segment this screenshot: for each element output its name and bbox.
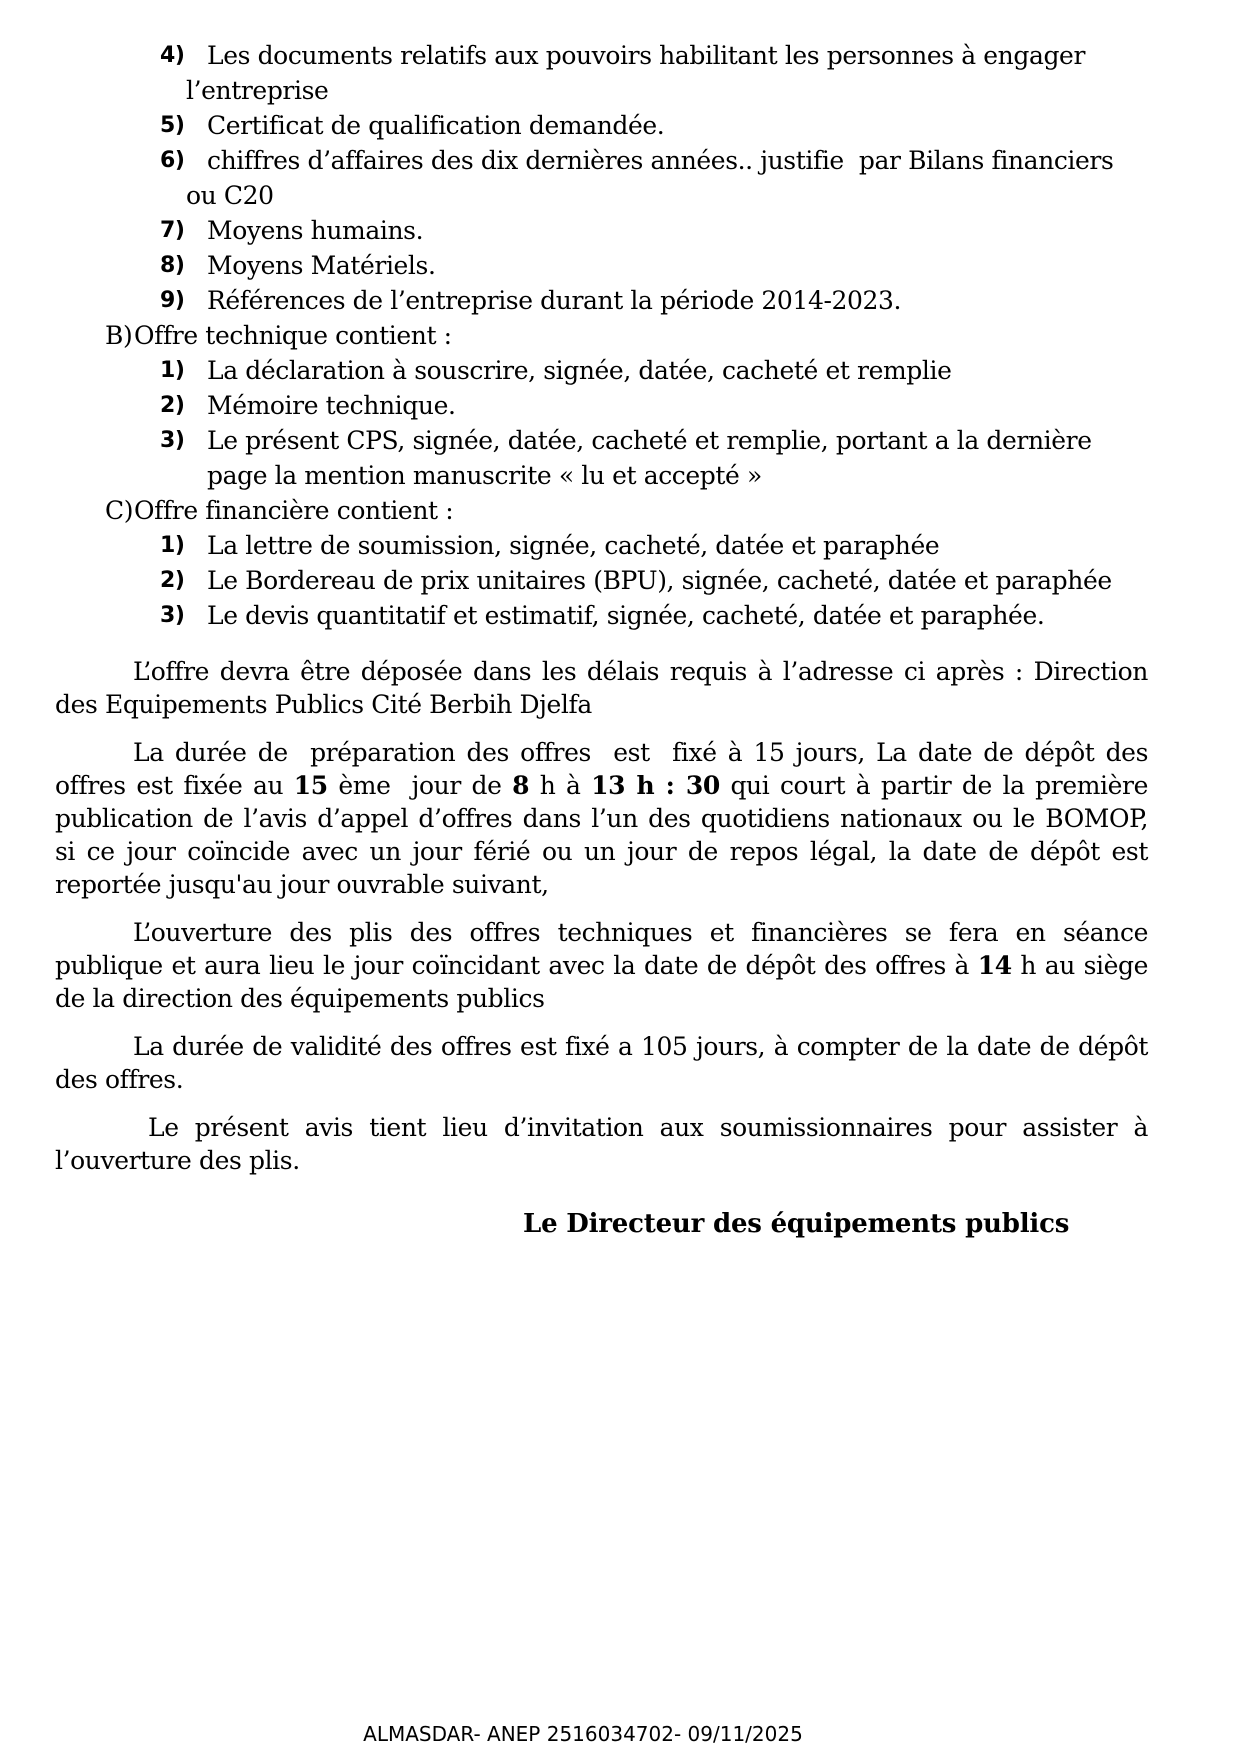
financial-offer-item-2-number: 2) <box>160 568 185 593</box>
list-item-5-number: 5) <box>160 113 185 138</box>
opening-text-1: L’ouverture des plis des offres techniques et financières se fera en séance publique et aura lieu le jour coïncidant avec la date de dépôt des offres à <box>55 918 1156 980</box>
technical-offer-list <box>160 353 1148 493</box>
section-b-title: Offre technique contient : <box>134 321 452 350</box>
paragraph-preparation-deadline <box>55 736 1164 901</box>
administrative-documents-list <box>160 38 1148 318</box>
technical-offer-item-2 <box>160 388 1148 423</box>
paragraph-offer-validity-text: La durée de validité des offres est fixé a 105 jours, à compter de la date de dépôt des offres. <box>55 1032 1156 1094</box>
paragraph-offer-validity <box>55 1030 1156 1096</box>
financial-offer-list <box>160 528 1148 633</box>
deadline-day-bold: 15 <box>293 771 328 800</box>
financial-offer-item-3-text: Le devis quantitatif et estimatif, signée, cacheté, datée et paraphée. <box>207 601 1045 630</box>
list-item-9 <box>160 283 1148 318</box>
paragraph-deposit-address-text: L’offre devra être déposée dans les délais requis à l’adresse ci après : Direction des Equipements Publics Cité Berbih Djelfa <box>55 657 1156 719</box>
list-item-6-number: 6) <box>160 148 185 173</box>
section-b-header <box>105 318 1148 353</box>
list-item-4-text: Les documents relatifs aux pouvoirs habilitant les personnes à engager l’entreprise <box>186 41 1093 105</box>
deadline-start-hour-bold: 8 <box>512 771 530 800</box>
technical-offer-item-3 <box>160 423 1148 493</box>
list-item-6 <box>160 143 1148 213</box>
list-item-9-number: 9) <box>160 288 185 313</box>
list-item-9-text: Références de l’entreprise durant la période 2014-2023. <box>207 286 902 315</box>
list-item-8-text: Moyens Matériels. <box>207 251 436 280</box>
deadline-text-4: qui court à partir de la première publication de l’avis d’appel d’offres dans l’un des quotidiens nationaux ou le BOMOP, si ce jour coïncide avec un jour férié ou un jour de repos légal, la date de dépôt est reportée jusqu'au jour ouvrable suivant, <box>55 771 1164 899</box>
financial-offer-item-2 <box>160 563 1148 598</box>
opening-hour-bold: 14 <box>977 951 1012 980</box>
list-item-5 <box>160 108 1148 143</box>
paragraph-deposit-address <box>55 655 1156 721</box>
list-item-4-number: 4) <box>160 43 185 68</box>
list-item-7-text: Moyens humains. <box>207 216 424 245</box>
section-c-header <box>105 493 1148 528</box>
technical-offer-item-1-text: La déclaration à souscrire, signée, datée, cacheté et remplie <box>207 356 952 385</box>
section-c-marker: C) <box>105 496 134 525</box>
technical-offer-item-3-text: Le présent CPS, signée, datée, cacheté et remplie, portant a la dernière page la mention manuscrite « lu et accepté » <box>207 426 1100 490</box>
deadline-end-hour-bold: 13 h : 30 <box>591 771 720 800</box>
list-item-4 <box>160 38 1148 108</box>
list-item-6-text: chiffres d’affaires des dix dernières années.. justifie par Bilans financiers ou C20 <box>186 146 1121 210</box>
section-b-marker: B) <box>105 321 133 350</box>
list-item-7-number: 7) <box>160 218 185 243</box>
deadline-text-1: La durée de préparation des offres est fixé à 15 jours, La date de dépôt des offres est fixée au <box>55 738 1156 800</box>
paragraph-invitation <box>55 1111 1156 1177</box>
financial-offer-item-1-number: 1) <box>160 533 185 558</box>
technical-offer-item-2-text: Mémoire technique. <box>207 391 456 420</box>
financial-offer-item-3-number: 3) <box>160 603 185 628</box>
technical-offer-item-2-number: 2) <box>160 393 185 418</box>
document-content <box>55 38 1164 1241</box>
list-item-8-number: 8) <box>160 253 185 278</box>
footer-credit: ALMASDAR- ANEP 2516034702- 09/11/2025 <box>363 1722 803 1746</box>
deadline-text-2: ème jour de <box>327 771 513 800</box>
technical-offer-item-3-number: 3) <box>160 428 185 453</box>
list-item-7 <box>160 213 1148 248</box>
opening-text-2: h au siège de la direction des équipements publics <box>55 951 1156 1013</box>
list-item-8 <box>160 248 1148 283</box>
paragraph-opening-session <box>55 916 1156 1015</box>
paragraph-invitation-text: Le présent avis tient lieu d’invitation aux soumissionnaires pour assister à l’ouverture des plis. <box>55 1113 1156 1175</box>
list-item-5-text: Certificat de qualification demandée. <box>207 111 665 140</box>
technical-offer-item-1-number: 1) <box>160 358 185 383</box>
financial-offer-item-2-text: Le Bordereau de prix unitaires (BPU), signée, cacheté, datée et paraphée <box>207 566 1112 595</box>
section-c-title: Offre financière contient : <box>134 496 454 525</box>
financial-offer-item-3 <box>160 598 1148 633</box>
technical-offer-item-1 <box>160 353 1148 388</box>
deadline-text-3: h à <box>529 771 592 800</box>
financial-offer-item-1-text: La lettre de soumission, signée, cacheté, datée et paraphée <box>207 531 940 560</box>
financial-offer-item-1 <box>160 528 1148 563</box>
signature-line: Le Directeur des équipements publics <box>523 1209 1070 1239</box>
